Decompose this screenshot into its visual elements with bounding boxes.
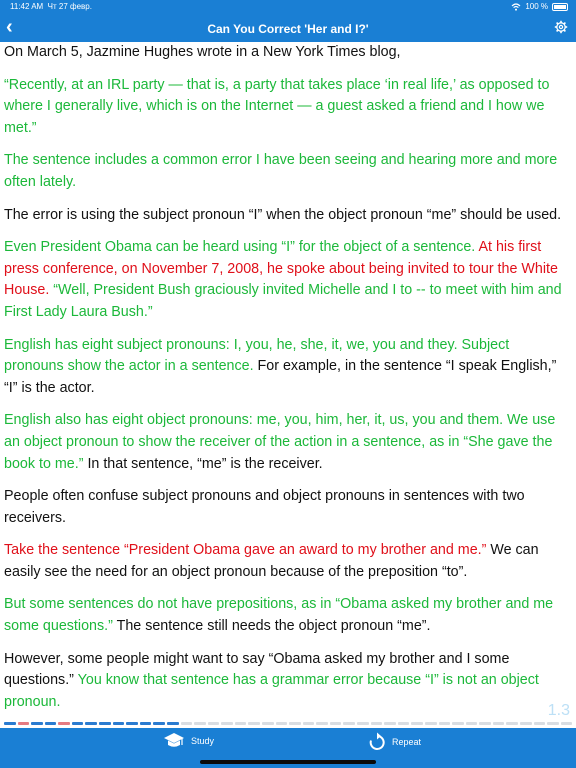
progress-segment	[194, 722, 206, 725]
progress-segment	[506, 722, 518, 725]
progress-segment	[262, 722, 274, 725]
paragraph-3	[4, 150, 572, 193]
progress-segment	[167, 722, 179, 725]
status-time-date	[10, 2, 92, 11]
progress-segment	[452, 722, 464, 725]
article-content[interactable]	[4, 42, 572, 718]
progress-segment	[316, 722, 328, 725]
text-run: English also has eight object pronouns: me, you, him, her, it, us, you and them. We use an object pronoun to show the receiver of the action in a sentence, as in “She gave the book to me.”	[4, 412, 556, 472]
progress-segment	[85, 722, 97, 725]
progress-segment	[561, 722, 573, 725]
progress-segment	[439, 722, 451, 725]
navigation-bar	[0, 14, 576, 42]
progress-segment	[140, 722, 152, 725]
progress-segment	[547, 722, 559, 725]
text-run: But some sentences do not have prepositions, as in “Obama asked my brother and me some questions.”	[4, 596, 554, 635]
text-run: English has eight subject pronouns: I, you, he, she, it, we, you and they. Subject pronouns show the actor in a sentence.	[4, 336, 510, 375]
text-run: For example, in the sentence “I speak English,” “I” is the actor.	[4, 358, 557, 396]
back-button[interactable]: ‹	[6, 16, 13, 38]
progress-segment	[58, 722, 70, 725]
text-run: The sentence still needs the object pronoun “me”.	[116, 618, 431, 635]
progress-segment	[4, 722, 16, 725]
progress-segment	[303, 722, 315, 725]
bottom-toolbar	[0, 728, 576, 768]
progress-segment	[479, 722, 491, 725]
card-counter: 1.3	[547, 702, 570, 719]
text-run: You know that sentence has a grammar error because “I” is not an object pronoun.	[4, 672, 539, 710]
progress-segment	[126, 722, 138, 725]
paragraph-9	[4, 540, 572, 583]
progress-segment	[425, 722, 437, 725]
page-title: Can You Correct 'Her and I?'	[207, 22, 369, 36]
progress-segment	[248, 722, 260, 725]
text-run: Take the sentence “President Obama gave an award to my brother and me.”	[4, 542, 491, 559]
paragraph-4	[4, 205, 572, 227]
progress-segment	[343, 722, 355, 725]
progress-segment	[208, 722, 220, 725]
text-run: “Recently, at an IRL party — that is, a party that takes place ‘in real life,’ as opposed to where I generally live, which is on the Internet — a guest asked a friend and I how we met.”	[4, 76, 550, 136]
repeat-button[interactable]	[368, 732, 421, 752]
progress-segment	[113, 722, 125, 725]
progress-segment	[289, 722, 301, 725]
progress-bar	[4, 722, 572, 726]
repeat-label: Repeat	[392, 737, 422, 747]
progress-segment	[466, 722, 478, 725]
progress-segment	[493, 722, 505, 725]
progress-segment	[520, 722, 532, 725]
progress-segment	[18, 722, 30, 725]
status-time: 11:42 AM	[10, 2, 44, 11]
progress-segment	[384, 722, 396, 725]
progress-segment	[276, 722, 288, 725]
progress-segment	[153, 722, 165, 725]
battery-icon	[552, 3, 568, 11]
progress-segment	[99, 722, 111, 725]
status-indicators	[511, 2, 568, 11]
home-indicator	[200, 760, 376, 764]
progress-segment	[221, 722, 233, 725]
paragraph-10	[4, 594, 572, 637]
text-run: Even President Obama can be heard using “I” for the object of a sentence.	[4, 239, 479, 256]
paragraph-11	[4, 649, 572, 714]
text-run: “Well, President Bush graciously invited Michelle and I to -- to meet with him and First Lady Laura Bush.”	[4, 282, 562, 320]
progress-segment	[398, 722, 410, 725]
study-button[interactable]	[163, 732, 214, 750]
paragraph-2	[4, 75, 572, 140]
graduation-cap-icon	[163, 732, 185, 750]
text-run: People often confuse subject pronouns and object pronouns in sentences with two receivers.	[4, 488, 525, 526]
settings-gear-icon[interactable]	[554, 20, 568, 34]
study-label: Study	[191, 736, 215, 746]
wifi-icon	[511, 3, 521, 11]
status-bar	[0, 0, 576, 14]
text-run: We can easily see the need for an object pronoun because of the preposition “to”.	[4, 542, 539, 580]
progress-segment	[45, 722, 57, 725]
progress-segment	[235, 722, 247, 725]
status-date: Чт 27 февр.	[47, 2, 92, 11]
text-run: On March 5, Jazmine Hughes wrote in a New York Times blog,	[4, 44, 401, 60]
text-run: In that sentence, “me” is the receiver.	[87, 455, 323, 472]
repeat-arrow-icon	[368, 732, 386, 752]
progress-segment	[357, 722, 369, 725]
progress-segment	[72, 722, 84, 725]
text-run: The error is using the subject pronoun “I” when the object pronoun “me” should be used.	[4, 206, 562, 223]
paragraph-7	[4, 410, 572, 475]
progress-segment	[411, 722, 423, 725]
progress-segment	[31, 722, 43, 725]
text-run: At his first press conference, on November 7, 2008, he spoke about being invited to tour the White House.	[4, 239, 558, 299]
battery-percent: 100 %	[525, 2, 548, 11]
paragraph-6	[4, 335, 572, 400]
paragraph-8	[4, 486, 572, 529]
progress-segment	[330, 722, 342, 725]
text-run: The sentence includes a common error I have been seeing and hearing more and more often lately.	[4, 152, 558, 190]
progress-segment	[181, 722, 193, 725]
text-run: However, some people might want to say “Obama asked my brother and I some questions.”	[4, 650, 510, 689]
progress-segment	[371, 722, 383, 725]
paragraph-5	[4, 237, 572, 323]
progress-segment	[534, 722, 546, 725]
paragraph-1	[4, 42, 572, 64]
